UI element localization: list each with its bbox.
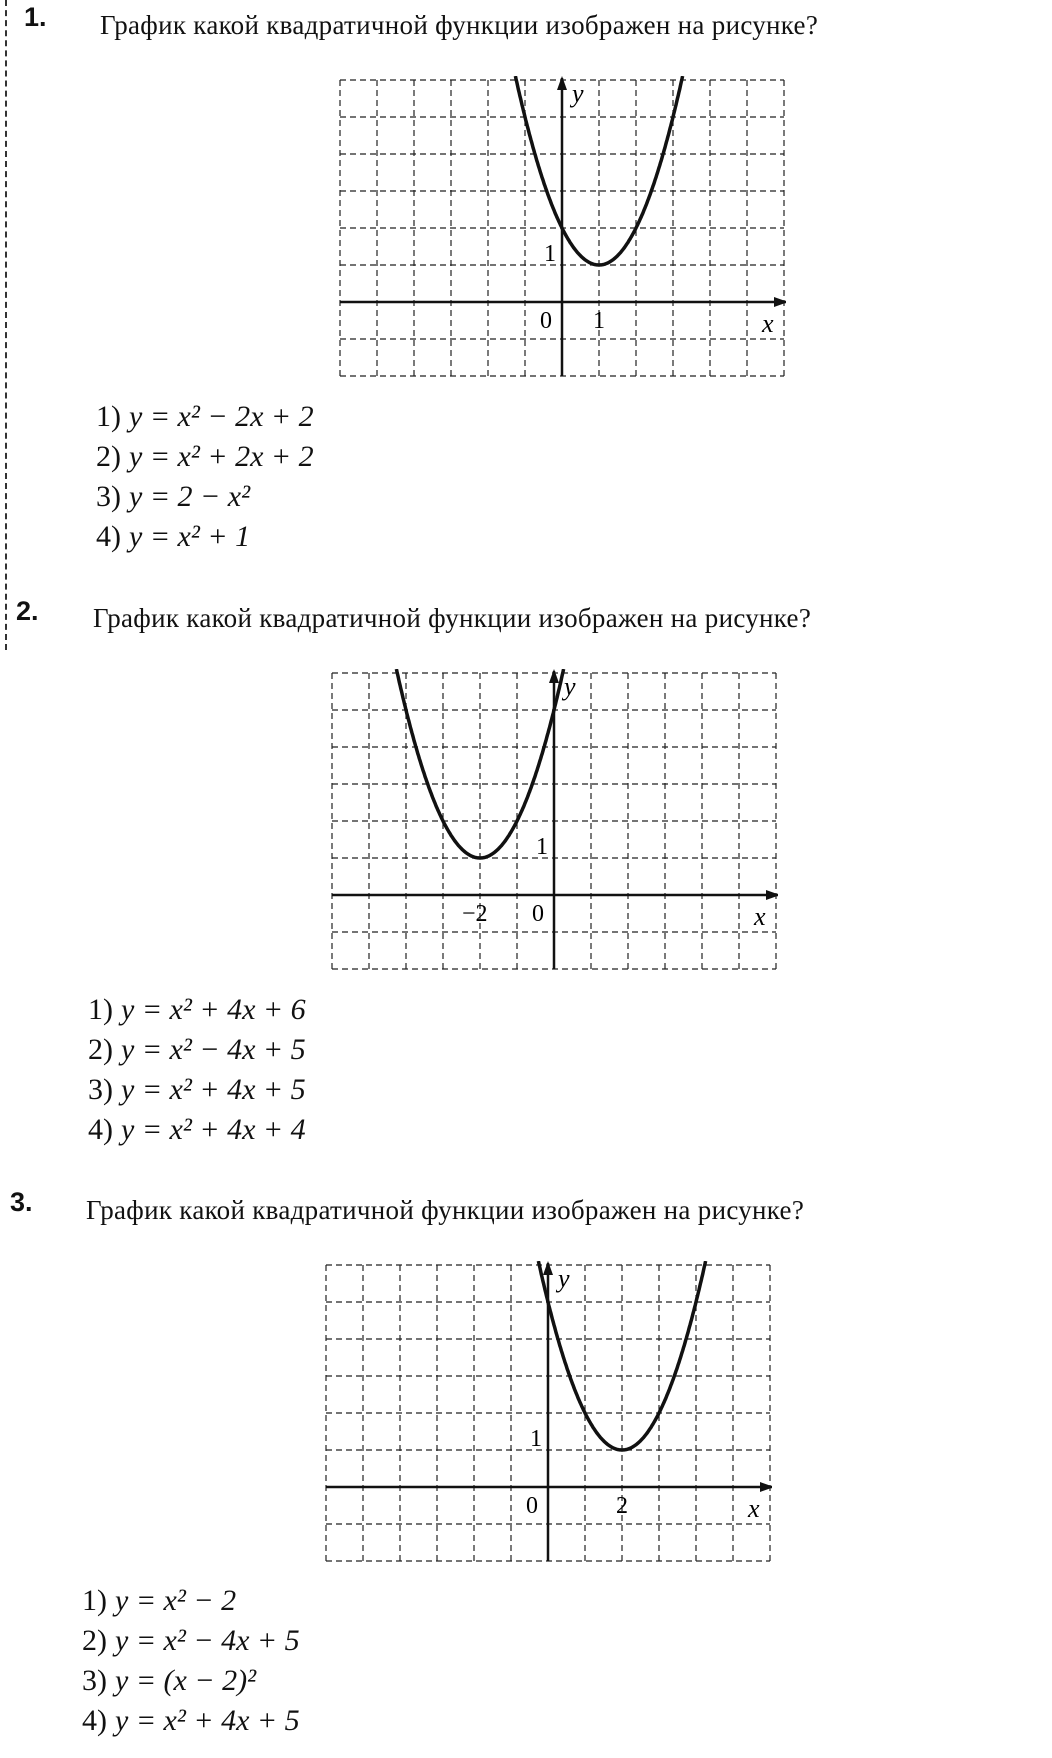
answer-options [96, 397, 314, 557]
parabola-graph [336, 76, 786, 381]
parabola-graph [328, 669, 778, 974]
x-axis-label: x [762, 309, 774, 338]
answer-option[interactable]: 3) y = (x − 2)² [82, 1664, 257, 1697]
y-axis-arrow [549, 669, 559, 683]
problem-number: 1. [24, 2, 47, 32]
x-axis-label: x [748, 1494, 760, 1523]
question-text: График какой квадратичной функции изображен на рисунке? [86, 1195, 805, 1225]
problem-number: 2. [16, 596, 39, 626]
answer-options [82, 1581, 300, 1741]
y-axis-label: y [572, 79, 584, 108]
answer-option[interactable]: 2) y = x² − 4x + 5 [82, 1624, 300, 1657]
answer-option[interactable]: 3) y = 2 − x² [96, 480, 251, 513]
origin-label: 0 [532, 901, 544, 927]
y-axis-label: y [564, 672, 576, 701]
y-axis-label: y [558, 1264, 570, 1293]
question-text: График какой квадратичной функции изображен на рисунке? [93, 603, 812, 633]
answer-option[interactable]: 3) y = x² + 4x + 5 [88, 1073, 306, 1106]
y-tick-label: 1 [536, 834, 548, 860]
y-axis-arrow [543, 1261, 553, 1275]
problem-number: 3. [10, 1187, 33, 1217]
answer-option[interactable]: 1) y = x² + 4x + 6 [88, 993, 306, 1026]
answer-option[interactable]: 1) y = x² − 2 [82, 1584, 237, 1617]
origin-label: 0 [540, 308, 552, 334]
answer-option[interactable]: 4) y = x² + 4x + 4 [88, 1113, 306, 1146]
answer-options [88, 990, 306, 1150]
answer-option[interactable]: 4) y = x² + 4x + 5 [82, 1704, 300, 1737]
x-tick-label: 2 [616, 1493, 628, 1519]
x-axis-label: x [754, 902, 766, 931]
answer-option[interactable]: 1) y = x² − 2x + 2 [96, 400, 314, 433]
question-text: График какой квадратичной функции изображен на рисунке? [100, 10, 819, 40]
answer-option[interactable]: 2) y = x² + 2x + 2 [96, 440, 314, 473]
x-tick-label: 1 [593, 308, 605, 334]
cut-line [5, 0, 7, 650]
answer-option[interactable]: 4) y = x² + 1 [96, 520, 251, 553]
y-tick-label: 1 [530, 1426, 542, 1452]
answer-option[interactable]: 2) y = x² − 4x + 5 [88, 1033, 306, 1066]
y-axis-arrow [557, 76, 567, 90]
parabola-graph [322, 1261, 772, 1566]
x-tick-label: −2 [462, 901, 488, 927]
y-tick-label: 1 [544, 241, 556, 267]
origin-label: 0 [526, 1493, 538, 1519]
